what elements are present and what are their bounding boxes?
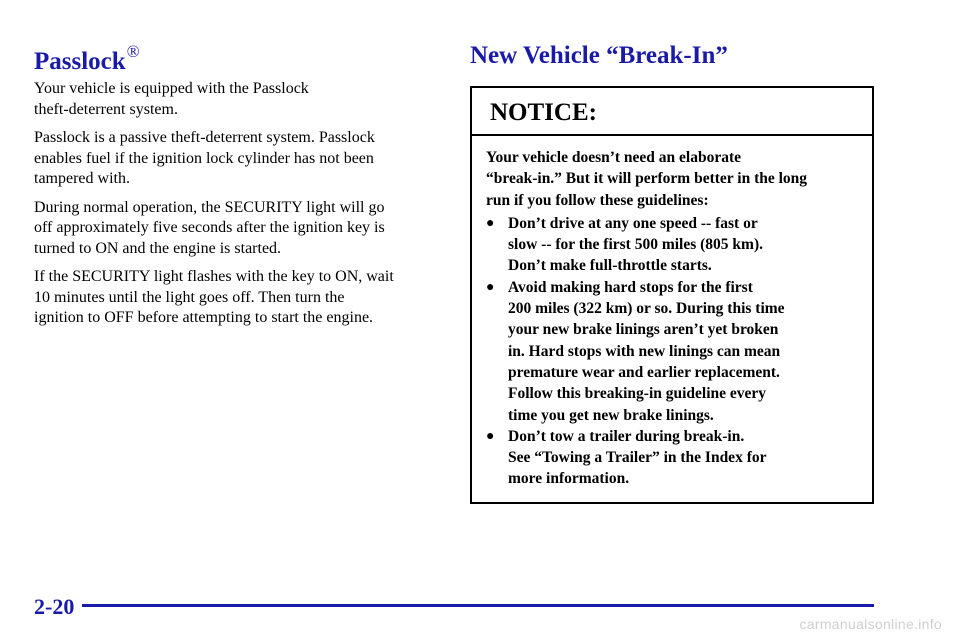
list-item: ● Don’t drive at any one speed -- fast or slow -- for the first 500 miles (805 km). Don’t make full-throttle starts. [486,214,763,275]
watermark: carmanualsonline.info [799,616,942,632]
list-item: ● Avoid making hard stops for the first 200 miles (322 km) or so. During this time your new brake linings aren’t yet broken in. Hard stops with new linings can mean premature wear and earlier replacement. Follow this breaking-in guideline every time you get new brake linings. [486,278,785,424]
page-number: 2-20 [34,594,75,619]
passlock-heading: Passlock® [34,42,140,75]
list-item: ● Don’t tow a trailer during break-in. See “Towing a Trailer” in the Index for more information. [486,427,767,488]
passlock-paragraph: If the SECURITY light flashes with the key to ON, wait 10 minutes until the light goes off. Then turn the ignition to OFF before attempting to start the engine. [34,268,394,326]
passlock-paragraph: During normal operation, the SECURITY light will go off approximately five seconds after the ignition key is turned to ON and the engine is started. [34,198,385,257]
passlock-paragraph: Passlock is a passive theft-deterrent system. Passlock enables fuel if the ignition lock cylinder has not been tampered with. [34,129,375,187]
notice-intro: Your vehicle doesn’t need an elaborate “break-in.” But it will perform better in the long run if you follow these guidelines: [486,149,808,209]
notice-box [470,86,874,504]
footer-rule [82,604,874,607]
bullet-icon: ● [486,279,495,295]
guideline-list [486,213,860,490]
registered-mark: ® [126,42,140,61]
bullet-icon: ● [486,428,495,444]
passlock-section [34,79,454,337]
break-in-heading: New Vehicle “Break-In” [470,42,728,69]
notice-label: NOTICE: [472,88,872,136]
notice-body [472,136,872,490]
passlock-paragraph: Your vehicle is equipped with the Passlock theft-deterrent system. [34,80,309,118]
bullet-icon: ● [486,215,495,231]
